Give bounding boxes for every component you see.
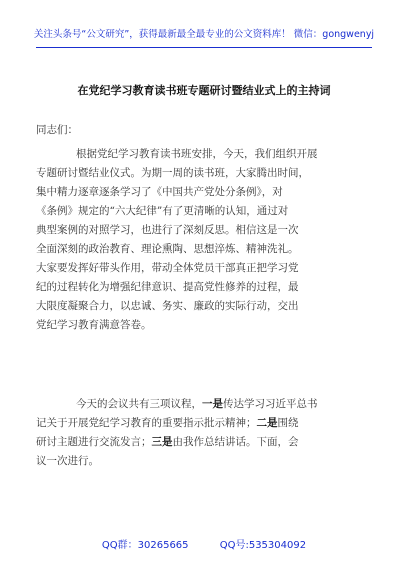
text-run: 研讨主题进行交流发言； (36, 436, 152, 448)
paragraph-line: 大家要发挥好带头作用，带动全体党员干部真正把学习党 (36, 262, 299, 274)
paragraph-line: 议一次进行。 (36, 455, 99, 467)
paragraph-line (36, 395, 366, 414)
paragraph-line: 党纪学习教育满意答卷。 (36, 319, 152, 331)
paragraph-line: 《条例》规定的“六大纪律”有了更清晰的认知，通过对 (36, 205, 289, 217)
footer-contact (0, 536, 408, 551)
text-run: 传达学习习近平总书 (223, 398, 318, 410)
paragraph-line: 专题研讨暨结业仪式。为期一周的读书班，大家腾出时间， (36, 167, 309, 179)
document-title: 在党纪学习教育读书班专题研讨暨结业式上的主持词 (77, 84, 331, 97)
text-run: 由我作总结讲话。下面，会 (172, 436, 299, 448)
paragraph-1 (36, 145, 366, 335)
text-run: 今天的会议共有三项议程， (76, 398, 202, 410)
paragraph-line: 大限度凝聚合力，以忠诚、务实、廉政的实际行动，交出 (36, 300, 299, 312)
paragraph-line: 集中精力逐章逐条学习了《中国共产党处分条例》，对 (36, 186, 283, 198)
agenda-marker-2: 二是 (256, 417, 278, 429)
agenda-marker-1: 一是 (202, 398, 223, 410)
text-run: 记关于开展党纪学习教育的重要指示批示精神； (36, 417, 257, 429)
header-divider (36, 47, 372, 48)
paragraph-line (36, 414, 366, 433)
paragraph-line: 纪的过程转化为增强纪律意识、提高党性修养的过程，最 (36, 281, 299, 293)
qq-group-number: QQ群：30265665 (101, 540, 189, 551)
paragraph-line: 根据党纪学习教育读书班安排，今天，我们组织开展 (76, 148, 318, 160)
paragraph-2 (36, 395, 366, 471)
paragraph-line (36, 433, 366, 452)
text-run: 围绕 (277, 417, 299, 429)
paragraph-line: 典型案例的对照学习，也进行了深刻反思。相信这是一次 (36, 224, 299, 236)
header-notice: 关注头条号“公文研究”，获得最新最全最专业的公文资料库！ 微信：gongwenyj (33, 29, 375, 40)
salutation: 同志们： (36, 124, 78, 136)
paragraph-line: 全面深刻的政治教育、理论熏陶、思想淬炼、精神洗礼。 (36, 243, 299, 255)
qq-number: QQ号:535304092 (219, 540, 307, 551)
agenda-marker-3: 三是 (151, 436, 173, 448)
